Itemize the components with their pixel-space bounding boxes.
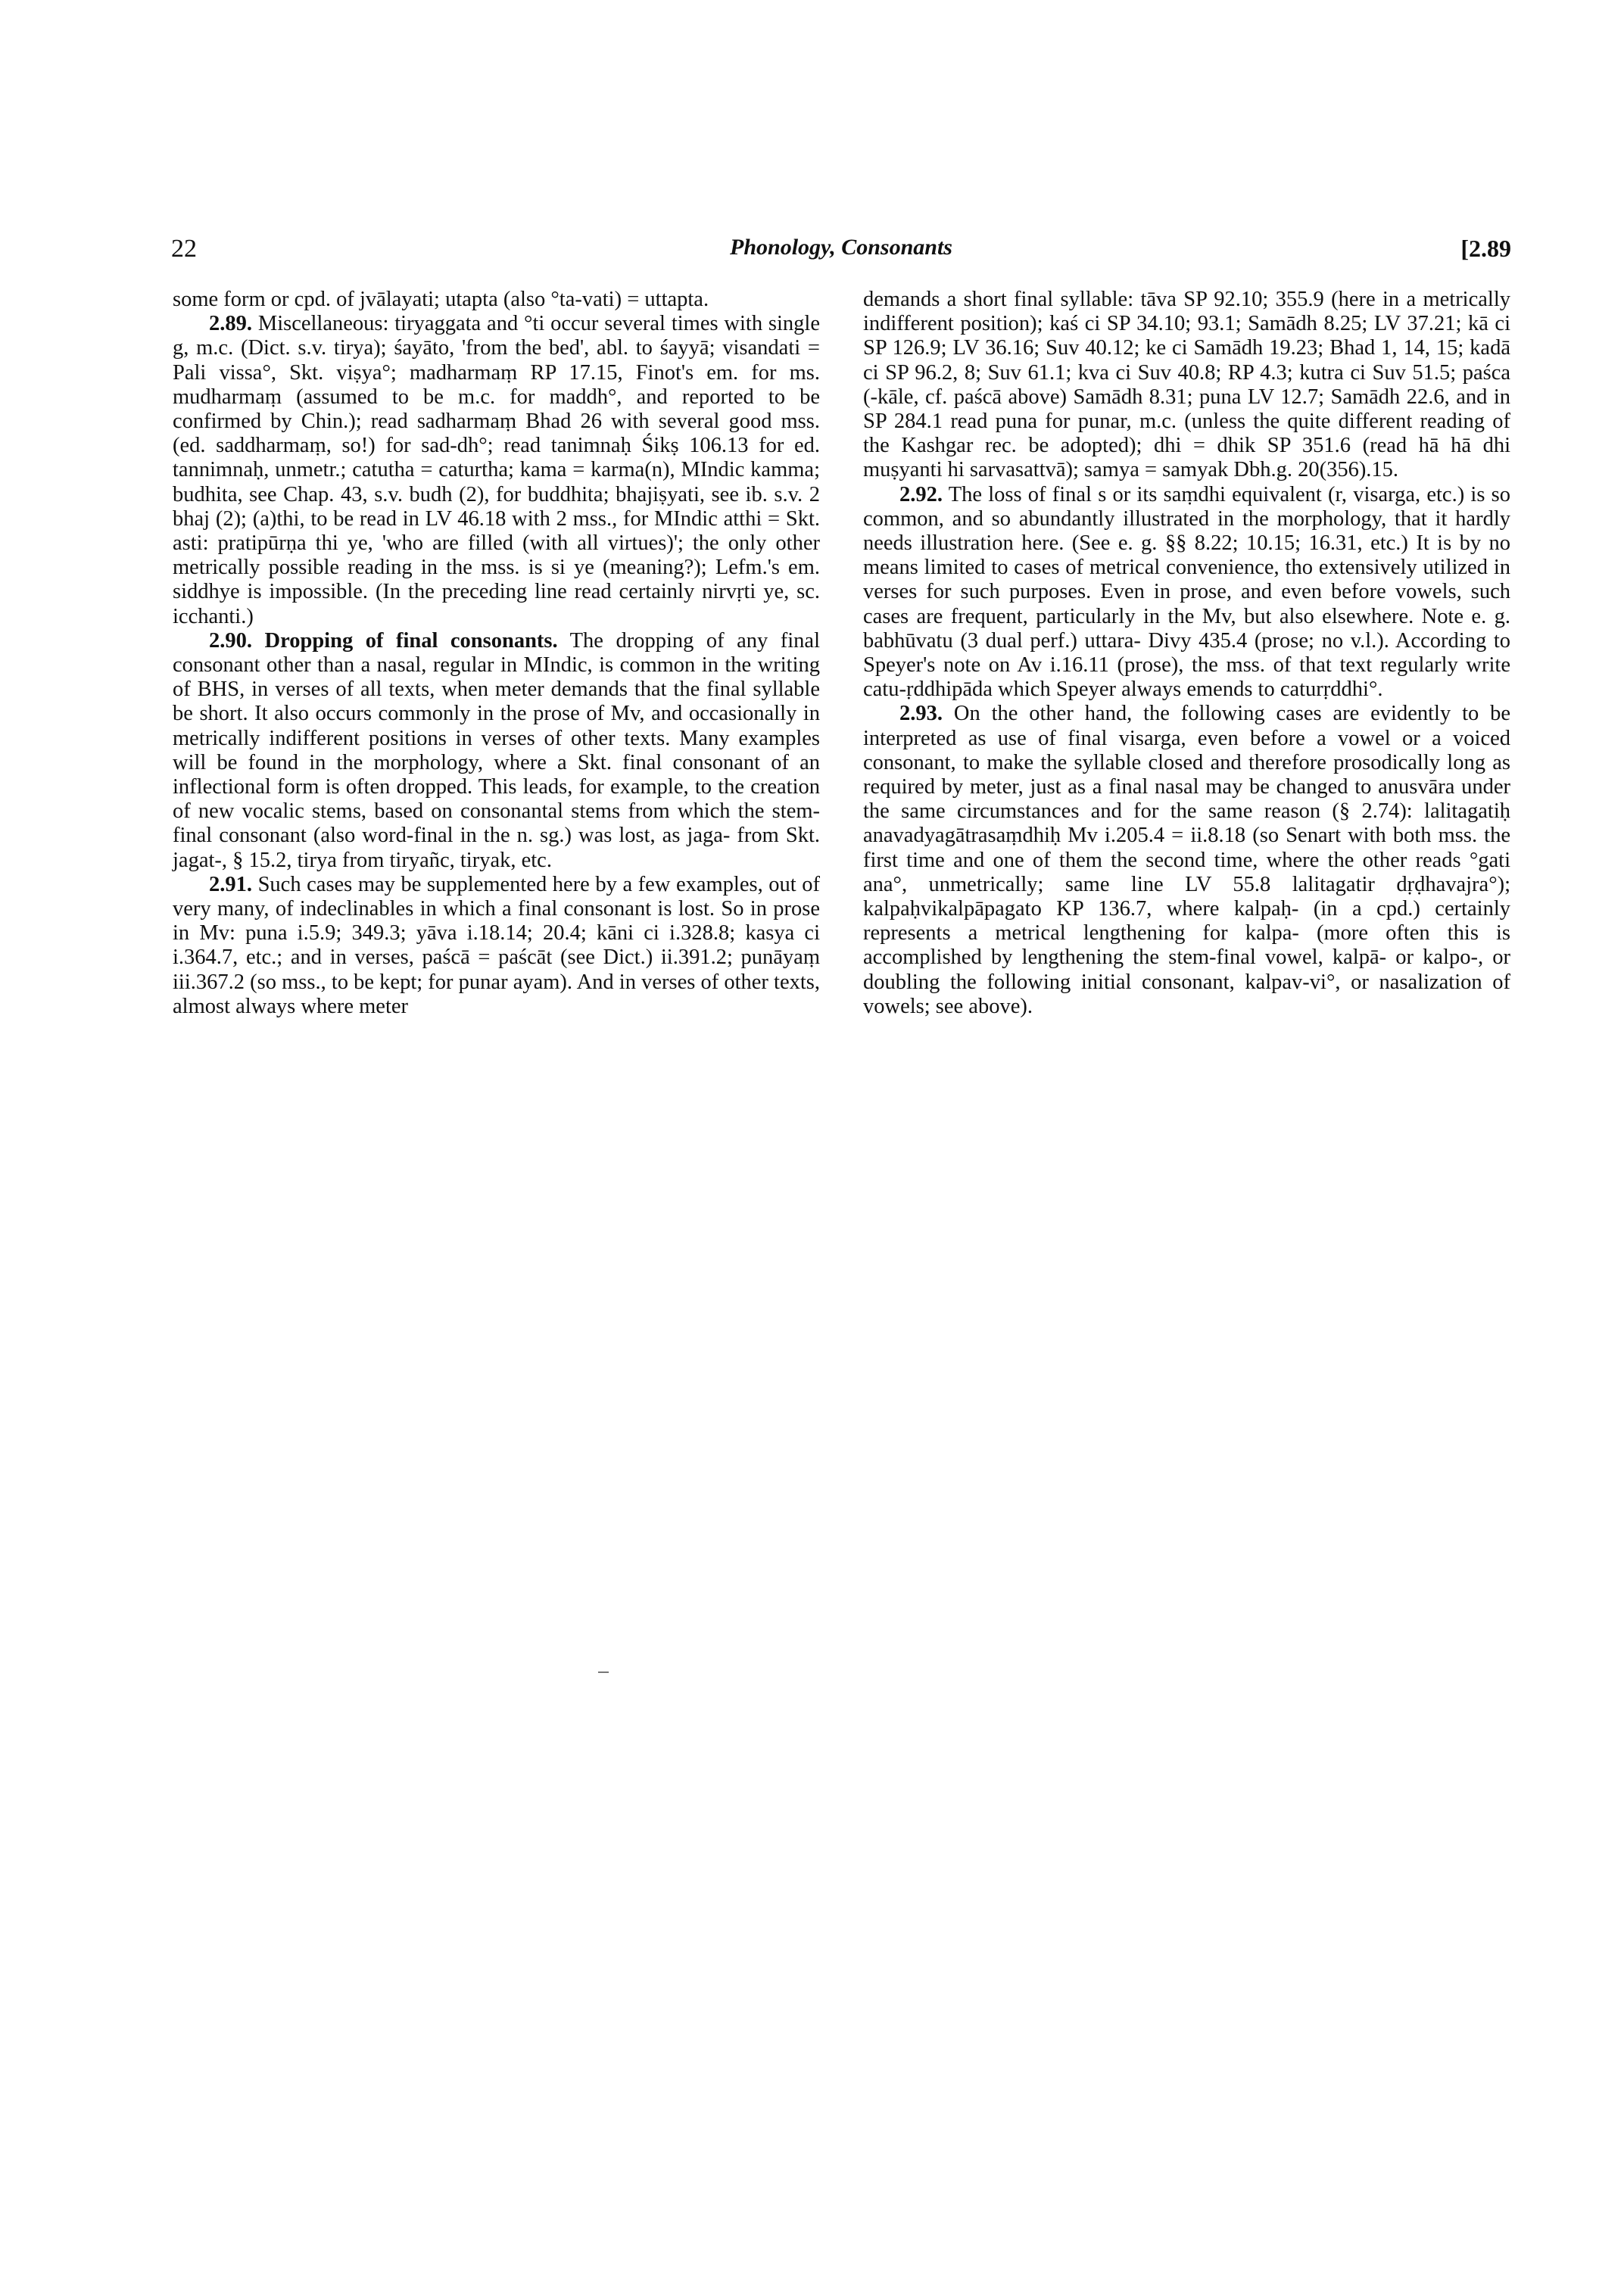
paragraph-2-92 <box>863 483 1510 703</box>
section-number: 2.90. <box>209 628 252 653</box>
paragraph-continuation <box>173 288 820 312</box>
paragraph-text: The loss of final s or its saṃdhi equivalent (r, visarga, etc.) is so common, and so abundantly illustrated in the morphology, that it hardly needs illustration here. (See e. g. §§ 8.22; 10.15; 16.31, etc.) It is by no means limited to cases of metrical convenience, tho extensively utilized in verses for such purposes. Even in prose, and even before vowels, such cases are frequent, particularly in the Mv, but also elsewhere. Note e. g. babhūvatu (3 dual perf.) uttara- Divy 435.4 (prose; no v.l.). According to Speyer's note on Av i.16.11 (prose), the mss. of that text regularly write catu-ṛddhipāda which Speyer always emends to caturṛddhi°. <box>863 482 1510 702</box>
section-number: 2.92. <box>899 482 943 506</box>
paragraph-text: Such cases may be supplemented here by a few examples, out of very many, of indeclinables in which a final consonant is lost. So in prose in Mv: puna i.5.9; 349.3; yāva i.18.14; 20.4; kāni ci i.328.8; kasya ci i.364.7, etc.; and in verses, paścā = paścāt (see Dict.) ii.391.2; punāyaṃ iii.367.2 (so mss., to be kept; for punar ayam). And in verses of other texts, almost always where meter <box>173 872 821 1018</box>
section-title: Dropping of final consonants. <box>264 628 558 653</box>
section-number: 2.93. <box>899 702 943 726</box>
paragraph-text: some form or cpd. of jvālayati; utapta (also °ta-vati) = uttapta. <box>173 288 709 311</box>
paragraph-text: The dropping of any final consonant other than a nasal, regular in MIndic, is common in the writing of BHS, in verses of all texts, when meter demands that the final syllable be short. It also occurs commonly in the prose of Mv, and occasionally in metrically indifferent positions in verses of other texts. Many examples will be found in the morphology, where a Skt. final consonant of an inflectional form is often dropped. This leads, for example, to the creation of new vocalic stems, based on consonantal stems from which the stem-final consonant (also word-final in the n. sg.) was lost, as jaga- from Skt. jagat-, § 15.2, tirya from tiryañc, tiryak, etc. <box>173 628 820 872</box>
paragraph-text: demands a short final syllable: tāva SP 92.10; 355.9 (here in a metrically indifferent position); kaś ci SP 34.10; 93.1; Samādh 8.25; LV 37.21; kā ci SP 126.9; LV 36.16; Suv 40.12; ke ci Samādh 19.23; Bhad 1, 14, 15; kadā ci SP 96.2, 8; Suv 61.1; kva ci Suv 40.8; RP 4.3; kutra ci Suv 51.5; paśca (-kāle, cf. paścā above) Samādh 8.31; puna LV 12.7; Samādh 22.6, and in SP 284.1 read puna for punar, m.c. (unless the quite different reading of the Kashgar rec. be adopted); dhi = dhik SP 351.6 (read hā hā dhi muṣyanti hi sarvasattvā); samya = samyak Dbh.g. 20(356).15. <box>863 288 1510 482</box>
paragraph-2-90 <box>173 629 820 873</box>
page-header <box>171 235 1511 273</box>
paragraph-text: On the other hand, the following cases are evidently to be interpreted as use of final visarga, even before a vowel or a voiced consonant, to make the syllable closed and therefore prosodically long as required by meter, just as a final nasal may be changed to anusvāra under the same circumstances and for the same reason (§ 2.74): lalitagatiḥ anavadyagātrasaṃdhiḥ Mv i.205.4 = ii.8.18 (so Senart with both mss. the first time and one of them the second time, where the other reads °gati ana°, unmetrically; same line LV 55.8 lalitagatir dṛḍhavajra°); kalpaḥvikalpāpagato KP 136.7, where kalpaḥ- (in a cpd.) certainly represents a metrical lengthening for kalpa- (more often this is accomplished by lengthening the stem-final vowel, kalpā- or kalpo-, or doubling the following initial consonant, kalpav-vi°, or nasalization of vowels; see above). <box>863 702 1511 1018</box>
scan-speck <box>598 1671 609 1673</box>
right-column <box>863 288 1510 1019</box>
paragraph-text: Miscellaneous: tiryaggata and °ti occur several times with single g, m.c. (Dict. s.v. tirya); śayāto, 'from the bed', abl. to śayyā; visandati = Pali vissa°, Skt. viṣya°; madharmaṃ RP 17.15, Finot's em. for ms. mudharmaṃ (assumed to be m.c. for maddh°, and reported to be confirmed by Chin.); read sadharmaṃ Bhad 26 with several good mss. (ed. saddharmaṃ, so!) for sad-dh°; read tanimnaḥ Śikṣ 106.13 for ed. tannimnaḥ, unmetr.; catutha = caturtha; kama = karma(n), MIndic kamma; budhita, see Chap. 43, s.v. budh (2), for buddhita; bhajiṣyati, see ib. s.v. 2 bhaj (2); (a)thi, to be read in LV 46.18 with 2 mss., for MIndic atthi = Skt. asti: pratipūrṇa thi ye, 'who are filled (with all virtues)'; the only other metrically possible reading in the mss. is si ye (meaning?); Lefm.'s em. siddhye is impossible. (In the preceding line read certainly nirvṛti ye, sc. icchanti.) <box>173 312 821 628</box>
paragraph-2-89 <box>173 312 820 629</box>
running-title: Phonology, Consonants <box>730 235 952 260</box>
paragraph-2-91 <box>173 873 820 1019</box>
left-column <box>173 288 820 1019</box>
paragraph-2-93 <box>863 702 1510 1019</box>
section-number: 2.89. <box>209 312 252 336</box>
section-number: 2.91. <box>209 872 252 896</box>
section-reference: [2.89 <box>1460 235 1511 262</box>
page-number: 22 <box>171 235 197 263</box>
paragraph-continuation <box>863 288 1510 483</box>
